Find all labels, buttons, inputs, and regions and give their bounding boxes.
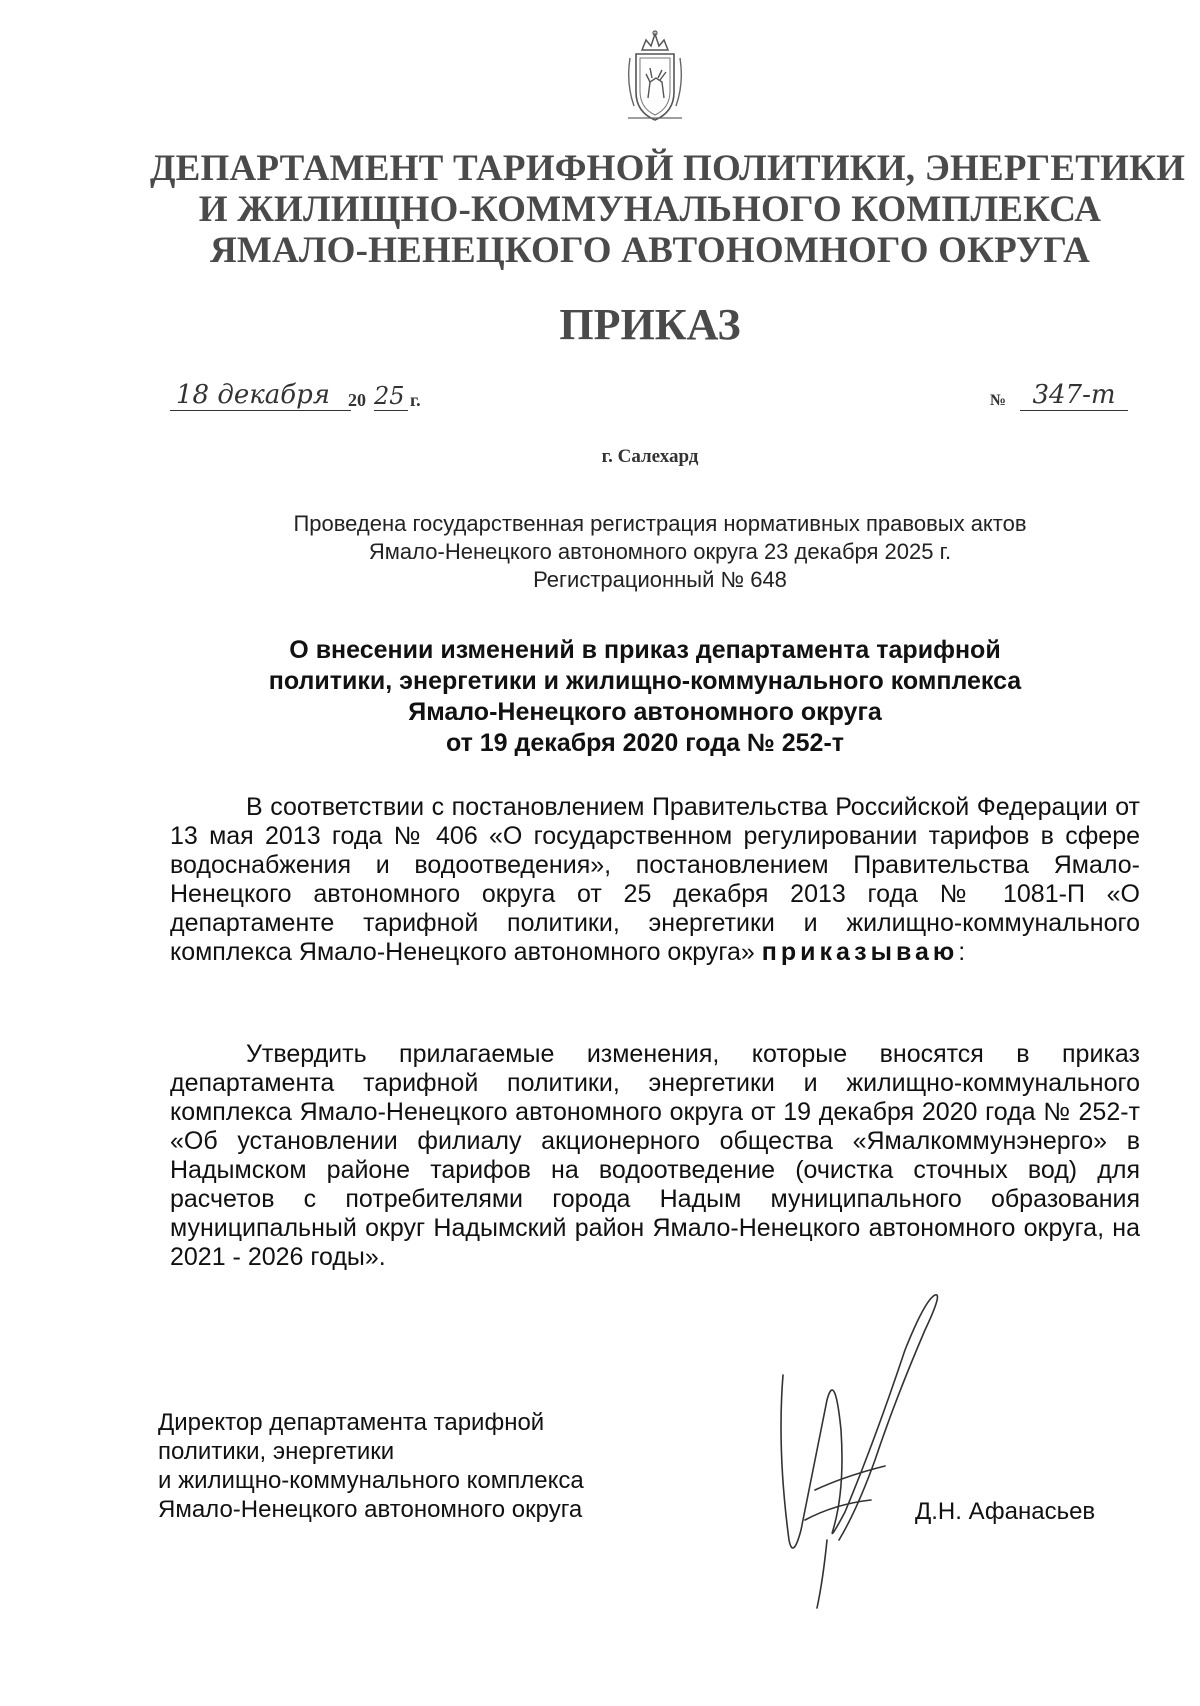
department-line: И ЖИЛИЩНО-КОММУНАЛЬНОГО КОМПЛЕКСА [198, 189, 1102, 230]
handwritten-number: 347-т [1020, 380, 1128, 411]
signature-icon [775, 1290, 950, 1610]
signer-position-line: Ямало-Ненецкого автономного округа [158, 1496, 583, 1523]
registration-line: Регистрационный № 648 [533, 567, 787, 592]
title-line: политики, энергетики и жилищно-коммунального комплекса [268, 667, 1022, 695]
preamble-text: В соответствии с постановлением Правительства Российской Федерации от 13 мая 2013 года № 406 «О государственном регулировании тарифов в сфере водоснабжения и водоотведения», постановлением Правительства Ямало-Ненецкого автономного округа от 25 декабря 2013 года № 1081-П «О департаменте тарифной политики, энергетики и жилищно-коммунального комплекса Ямало-Ненецкого автономного округа» [170, 793, 1140, 966]
year-prefix: 20 [348, 390, 366, 410]
signer-position-line: политики, энергетики [158, 1438, 395, 1465]
number-label: № [990, 392, 1007, 409]
handwritten-year: 25 [374, 382, 408, 411]
signer-position-line: Директор департамента тарифной [158, 1409, 545, 1436]
department-line: ЯМАЛО-НЕНЕЦКОГО АВТОНОМНОГО ОКРУГА [209, 230, 1091, 271]
department-line: ДЕПАРТАМЕНТ ТАРИФНОЙ ПОЛИТИКИ, ЭНЕРГЕТИКИ [150, 148, 1186, 189]
title-line: от 19 декабря 2020 года № 252-т [445, 729, 845, 757]
title-line: Ямало-Ненецкого автономного округа [408, 698, 882, 726]
order-number [990, 382, 1140, 422]
signer-name: Д.Н. Афанасьев [915, 1498, 1096, 1525]
document-type: ПРИКАЗ [559, 300, 741, 349]
preamble-paragraph [170, 793, 1140, 967]
signer-position [158, 1408, 718, 1524]
coat-of-arms-icon [620, 28, 690, 128]
title-line: О внесении изменений в приказ департамента тарифной [289, 636, 1001, 664]
registration-stamp [180, 510, 1140, 594]
registration-line: Проведена государственная регистрация нормативных правовых актов [293, 511, 1027, 536]
preamble-tail: : [958, 938, 966, 966]
document-title [160, 635, 1130, 759]
registration-line: Ямало-Ненецкого автономного округа 23 декабря 2025 г. [368, 539, 952, 564]
order-date [170, 382, 450, 422]
handwritten-date: 18 декабря [170, 380, 351, 411]
order-keyword: приказываю [761, 938, 959, 966]
year-suffix: г. [410, 390, 421, 410]
department-name [150, 148, 1186, 271]
city: г. Салехард [601, 446, 699, 467]
operative-paragraph: Утвердить прилагаемые изменения, которые вносятся в приказ департамента тарифной политики, энергетики и жилищно-коммунального комплекса Ямало-Ненецкого автономного округа от 19 декабря 2020 года № 252-т «Об установлении филиалу акционерного общества «Ямалкоммунэнерго» в Надымском районе тарифов на водоотведение (очистка сточных вод) для расчетов с потребителями города Надым муниципального образования муниципальный округ Надымский район Ямало-Ненецкого автономного округа, на 2021 - 2026 годы». [170, 1040, 1140, 1271]
signer-position-line: и жилищно-коммунального комплекса [158, 1467, 584, 1494]
